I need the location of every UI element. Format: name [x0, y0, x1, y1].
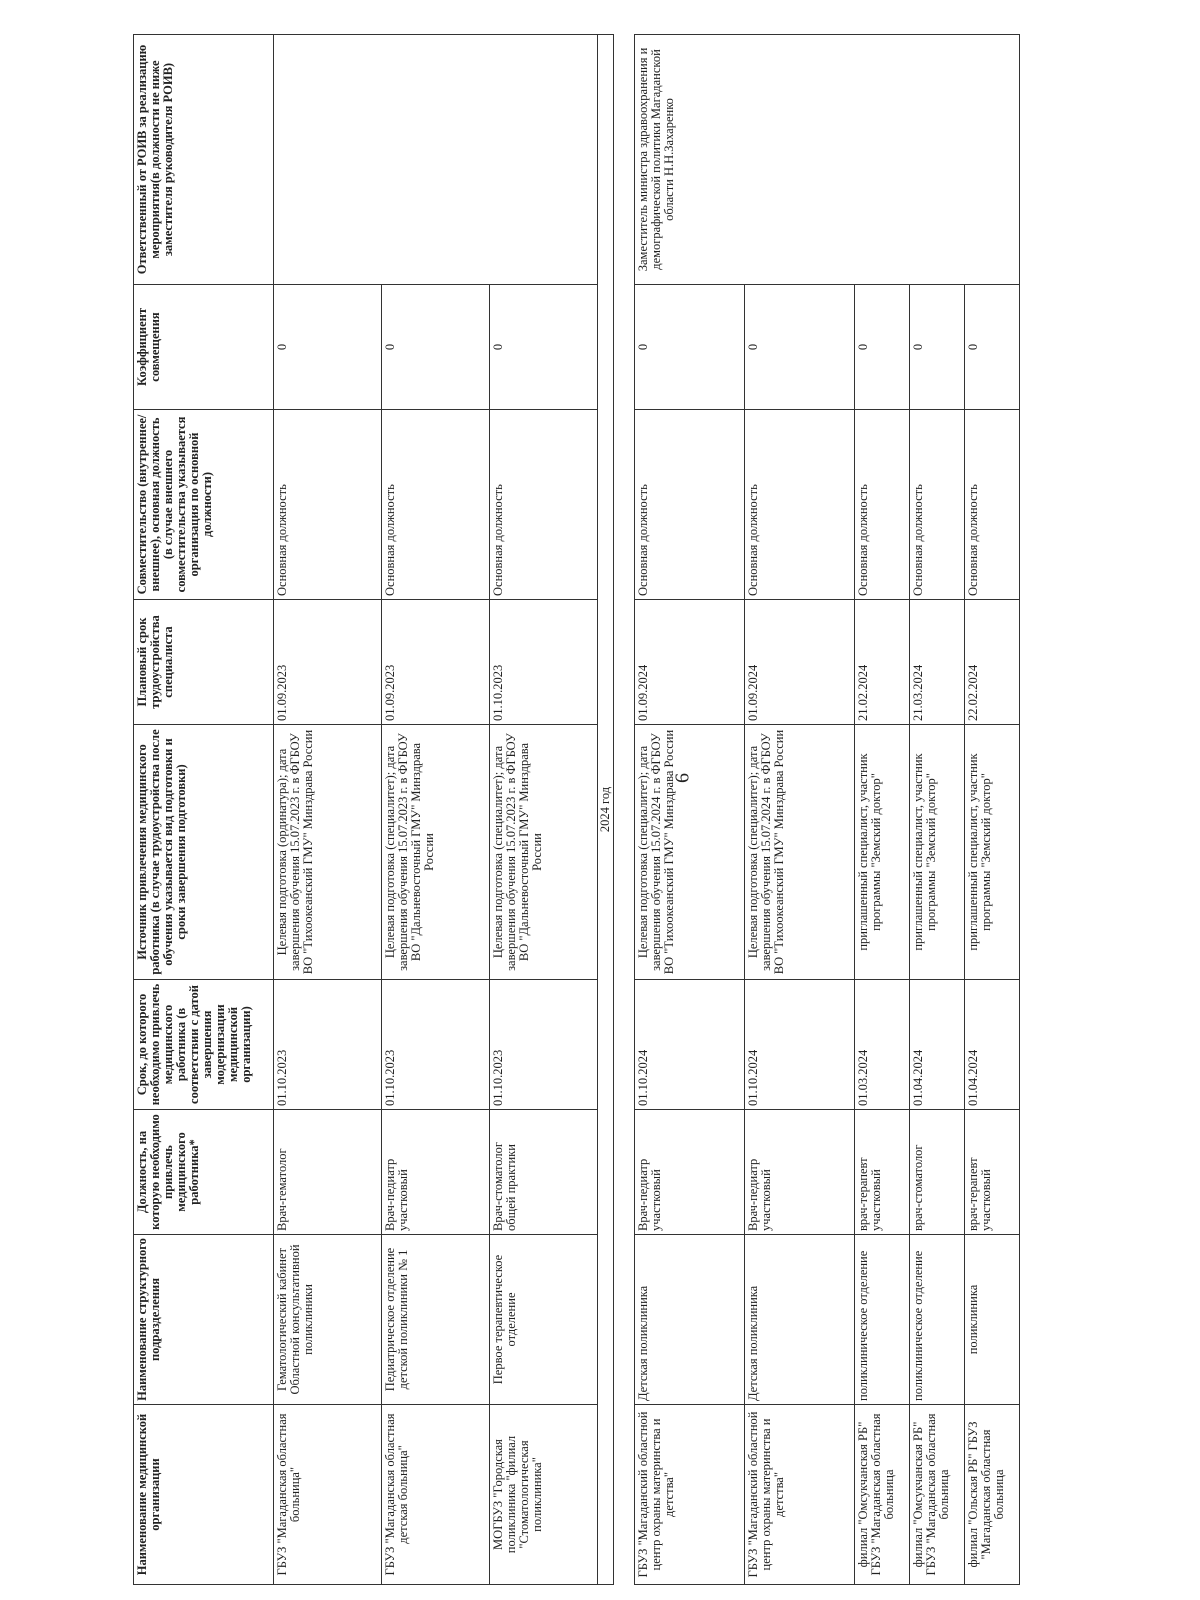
cell-responsible: Заместитель министра здравоохранения и демографической политики Магаданской области Н.Н.Захаренко [635, 35, 1020, 285]
cell-combo: Основная должность [274, 410, 382, 600]
cell-source: приглашенный специалист, участник программы "Земский доктор" [855, 725, 910, 980]
cell-planned: 01.09.2024 [635, 600, 745, 725]
cell-planned: 01.09.2023 [382, 600, 490, 725]
cell-org: ГБУЗ "Магаданская областная детская больница" [382, 1405, 490, 1585]
header-org: Наименование медицинской организации [134, 1405, 274, 1585]
cell-deadline: 01.04.2024 [910, 980, 965, 1110]
cell-responsible-empty [274, 35, 598, 285]
page-number: 6 [671, 773, 694, 783]
cell-deadline: 01.10.2023 [490, 980, 598, 1110]
cell-combo: Основная должность [635, 410, 745, 600]
cell-combo: Основная должность [965, 410, 1020, 600]
cell-deadline: 01.10.2024 [745, 980, 855, 1110]
cell-position: врач-терапевт участковый [965, 1110, 1020, 1235]
cell-dept: поликлиническое отделение [855, 1235, 910, 1405]
table-row [274, 35, 382, 1585]
cell-position: Врач-педиатр участковый [635, 1110, 745, 1235]
cell-combo: Основная должность [382, 410, 490, 600]
cell-dept: Детская поликлиника [635, 1235, 745, 1405]
cell-coef: 0 [855, 285, 910, 410]
cell-org: филиал "Омсукчанская РБ" ГБУЗ "Магаданская областная больница [910, 1405, 965, 1585]
cell-coef: 0 [745, 285, 855, 410]
cell-deadline: 01.10.2023 [382, 980, 490, 1110]
cell-combo: Основная должность [490, 410, 598, 600]
cell-org: ГБУЗ "Магаданский областной центр охраны материнства и детства" [635, 1405, 745, 1585]
cell-planned: 01.09.2024 [745, 600, 855, 725]
cell-position: Врач-стоматолог общей практики [490, 1110, 598, 1235]
cell-coef: 0 [635, 285, 745, 410]
cell-deadline: 01.10.2024 [635, 980, 745, 1110]
header-combo: Совместительство (внутреннее/внешнее), основная должность (в случае внешнего совместительства указывается организация по основной должности) [134, 410, 274, 600]
header-source: Источник привлечения медицинского работника (в случае трудоустройства после обучения указывается вид подготовки и сроки завершения подготовки) [134, 725, 274, 980]
cell-coef: 0 [910, 285, 965, 410]
header-deadline: Срок, до которого необходимо привлечь медицинского работника (в соответствии с датой завершения модернизации медицинской организации) [134, 980, 274, 1110]
cell-dept: поликлиника [965, 1235, 1020, 1405]
header-responsible: Ответственный от РОИВ за реализацию мероприятия(в должности не ниже заместителя руководителя РОИВ) [134, 35, 274, 285]
cell-deadline: 01.03.2024 [855, 980, 910, 1110]
cell-position: Врач-педиатр участковый [745, 1110, 855, 1235]
cell-org: ГБУЗ "Магаданский областной центр охраны материнства и детства" [745, 1405, 855, 1585]
cell-org: МОГБУЗ "Городская поликлиника "филиал "Стоматологическая поликлиника" [490, 1405, 598, 1585]
cell-position: врач-стоматолог [910, 1110, 965, 1235]
cell-combo: Основная должность [745, 410, 855, 600]
cell-source: приглашенный специалист, участник программы "Земский доктор" [965, 725, 1020, 980]
cell-source: Целевая подготовка (специалитет); дата завершения обучения 15.07.2023 г. в ФГБОУ ВО "Дальневосточный ГМУ" Минздрава России [490, 725, 598, 980]
cell-combo: Основная должность [910, 410, 965, 600]
cell-coef: 0 [274, 285, 382, 410]
cell-planned: 01.09.2023 [274, 600, 382, 725]
cell-source: приглашенный специалист, участник программы "Земский доктор" [910, 725, 965, 980]
cell-combo: Основная должность [855, 410, 910, 600]
table-row [635, 35, 745, 1585]
year-row [598, 35, 614, 1585]
cell-position: Врач-педиатр участковый [382, 1110, 490, 1235]
cell-org: ГБУЗ "Магаданская областная больница" [274, 1405, 382, 1585]
cell-deadline: 01.10.2023 [274, 980, 382, 1110]
cell-dept: Детская поликлиника [745, 1235, 855, 1405]
cell-org: филиал "Ольская РБ" ГБУЗ "Магаданская областная больница [965, 1405, 1020, 1585]
cell-position: Врач-гематолог [274, 1110, 382, 1235]
cell-planned: 22.02.2024 [965, 600, 1020, 725]
cell-coef: 0 [965, 285, 1020, 410]
section-gap [614, 35, 635, 1585]
year-label: 2024 год [598, 35, 614, 1585]
cell-source: Целевая подготовка (специалитет); дата завершения обучения 15.07.2023 г. в ФГБОУ ВО "Дальневосточный ГМУ" Минздрава России [382, 725, 490, 980]
header-dept: Наименование структурного подразделения [134, 1235, 274, 1405]
cell-source: Целевая подготовка (специалитет); дата завершения обучения 15.07.2024 г. в ФГБОУ ВО "Тихоокеанский ГМУ" Минздрава России [745, 725, 855, 980]
cell-coef: 0 [490, 285, 598, 410]
cell-planned: 21.03.2024 [910, 600, 965, 725]
cell-planned: 01.10.2023 [490, 600, 598, 725]
cell-coef: 0 [382, 285, 490, 410]
staffing-table [133, 34, 1020, 1585]
header-row [134, 35, 274, 1585]
cell-source: Целевая подготовка (специалитет); дата завершения обучения 15.07.2024 г. в ФГБОУ ВО "Тихоокеанский ГМУ" Минздрава России [635, 725, 745, 980]
cell-dept: Педиатрическое отделение детской поликлиники № 1 [382, 1235, 490, 1405]
cell-deadline: 01.04.2024 [965, 980, 1020, 1110]
cell-source: Целевая подготовка (ординатура); дата завершения обучения 15.07.2023 г. в ФГБОУ ВО "Тихоокеанский ГМУ" Минздрава России [274, 725, 382, 980]
header-coef: Коэффициент совмещения [134, 285, 274, 410]
cell-org: филиал "Омсукчанская РБ" ГБУЗ "Магаданская областная больница [855, 1405, 910, 1585]
cell-dept: поликлиническое отделение [910, 1235, 965, 1405]
cell-planned: 21.02.2024 [855, 600, 910, 725]
cell-dept: Первое терапевтическое отделение [490, 1235, 598, 1405]
cell-position: врач-терапевт участковый [855, 1110, 910, 1235]
header-planned: Плановый срок трудоустройства специалиста [134, 600, 274, 725]
header-position: Должность, на которую необходимо привлечь медицинского работника* [134, 1110, 274, 1235]
cell-dept: Гематологический кабинет Областной консультативной поликлиники [274, 1235, 382, 1405]
document-table-rotated [133, 35, 1073, 1585]
